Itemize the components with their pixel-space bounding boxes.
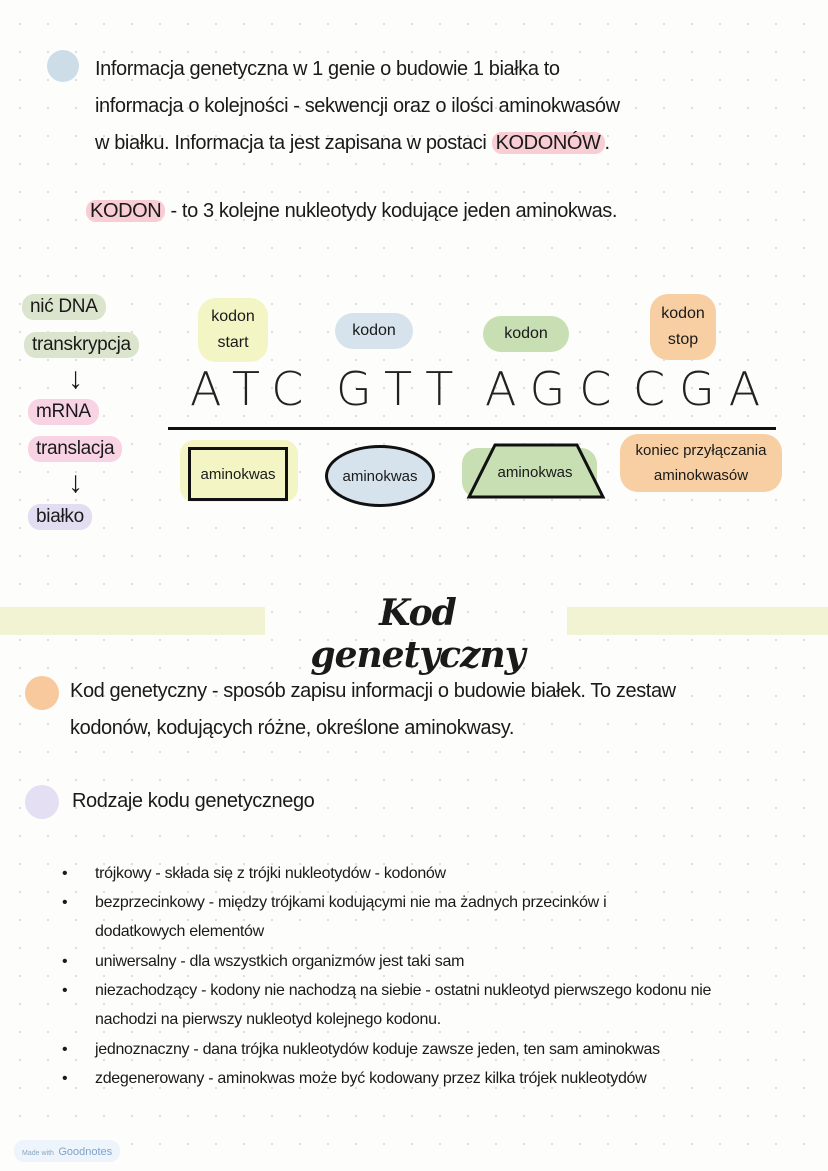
intro-line-3 (95, 132, 610, 155)
sequence-2: GTT (336, 362, 468, 416)
bullet: • (62, 865, 68, 882)
made-with-text: Made with (22, 1150, 54, 1157)
arrow-down-icon: ↓ (68, 362, 83, 395)
codon-label-2 (335, 313, 413, 349)
codon-label-stop (650, 294, 716, 360)
kodon-definition (86, 200, 617, 223)
flow-transcription: transkrypcja (24, 332, 139, 358)
bullet: • (62, 894, 68, 911)
bullet-dot-lavender (25, 785, 59, 819)
section-heading: Kod genetyczny (310, 592, 525, 676)
codon-label-3 (483, 316, 569, 352)
bullet: • (62, 1041, 68, 1058)
codon-label-start (198, 298, 268, 362)
code-def-line-2: kodonów, kodujących różne, określone aminokwasy. (70, 717, 515, 739)
aminoacid-label: aminokwas (342, 467, 418, 485)
kodon-term: KODON (86, 200, 165, 222)
codon-label-text: kodon (504, 325, 548, 342)
intro-line-2: informacja o kolejności - sekwencji oraz o ilości aminokwasów (95, 95, 620, 117)
bullet-dot-orange (25, 676, 59, 710)
heading-band-right (567, 607, 828, 635)
chain-end-text-2: aminokwasów (653, 467, 749, 484)
types-title: Rodzaje kodu genetycznego (72, 790, 315, 812)
goodnotes-brand: Goodnotes (58, 1146, 113, 1158)
codon-label-text: kodon (661, 305, 705, 322)
list-item: trójkowy - składa się z trójki nukleotydów - kodonów (95, 865, 446, 882)
list-item-continuation: dodatkowych elementów (95, 923, 264, 940)
flow-protein: białko (28, 504, 92, 530)
list-item: bezprzecinkowy - między trójkami kodującymi nie ma żadnych przecinków i (95, 894, 607, 911)
list-item: zdegenerowany - aminokwas może być kodowany przez kilka trójek nukleotydów (95, 1070, 647, 1087)
chain-end-label (620, 434, 782, 492)
bullet: • (62, 953, 68, 970)
list-item: niezachodzący - kodony nie nachodzą na siebie - ostatni nukleotyd pierwszego kodonu nie (95, 982, 712, 999)
divider-line (168, 427, 776, 430)
bullet: • (62, 982, 68, 999)
chain-end-text-1: koniec przyłączania (635, 442, 767, 459)
sequence-4: CGA (633, 362, 775, 416)
goodnotes-badge (14, 1140, 120, 1162)
codon-label-text: kodon (352, 322, 396, 339)
code-def-line-1: Kod genetyczny - sposób zapisu informacji o budowie białek. To zestaw (70, 680, 676, 702)
codon-label-text: kodon (211, 308, 255, 325)
list-item: jednoznaczny - dana trójka nukleotydów koduje zawsze jeden, ten sam aminokwas (95, 1041, 660, 1058)
sequence-3: AGC (485, 362, 626, 416)
list-item: uniwersalny - dla wszystkich organizmów jest taki sam (95, 953, 465, 970)
aminoacid-ellipse (325, 445, 435, 507)
intro-line-3-text: w białku. Informacja ta jest zapisana w postaci (95, 132, 492, 154)
sequence-1: ATC (190, 362, 318, 416)
list-item-continuation: nachodzi na pierwszy nukleotyd kolejnego kodonu. (95, 1011, 441, 1028)
codon-label-sub: start (217, 334, 249, 351)
codon-label-sub: stop (667, 331, 699, 348)
kodon-definition-text: - to 3 kolejne nukleotydy kodujące jeden aminokwas. (165, 200, 618, 222)
bullet-dot-blue (47, 50, 79, 82)
intro-end: . (604, 132, 610, 154)
aminoacid-label: aminokwas (200, 465, 276, 483)
flow-dna: nić DNA (22, 294, 106, 320)
aminoacid-label-3: aminokwas (497, 463, 573, 481)
flow-translation: translacja (28, 436, 122, 462)
bullet: • (62, 1070, 68, 1087)
intro-line-1: Informacja genetyczna w 1 genie o budowie 1 białka to (95, 58, 560, 80)
aminoacid-rectangle (188, 447, 288, 501)
arrow-down-icon: ↓ (68, 466, 83, 499)
flow-mrna: mRNA (28, 399, 99, 425)
highlight-kodonow: KODONÓW (492, 132, 605, 154)
heading-band-left (0, 607, 265, 635)
